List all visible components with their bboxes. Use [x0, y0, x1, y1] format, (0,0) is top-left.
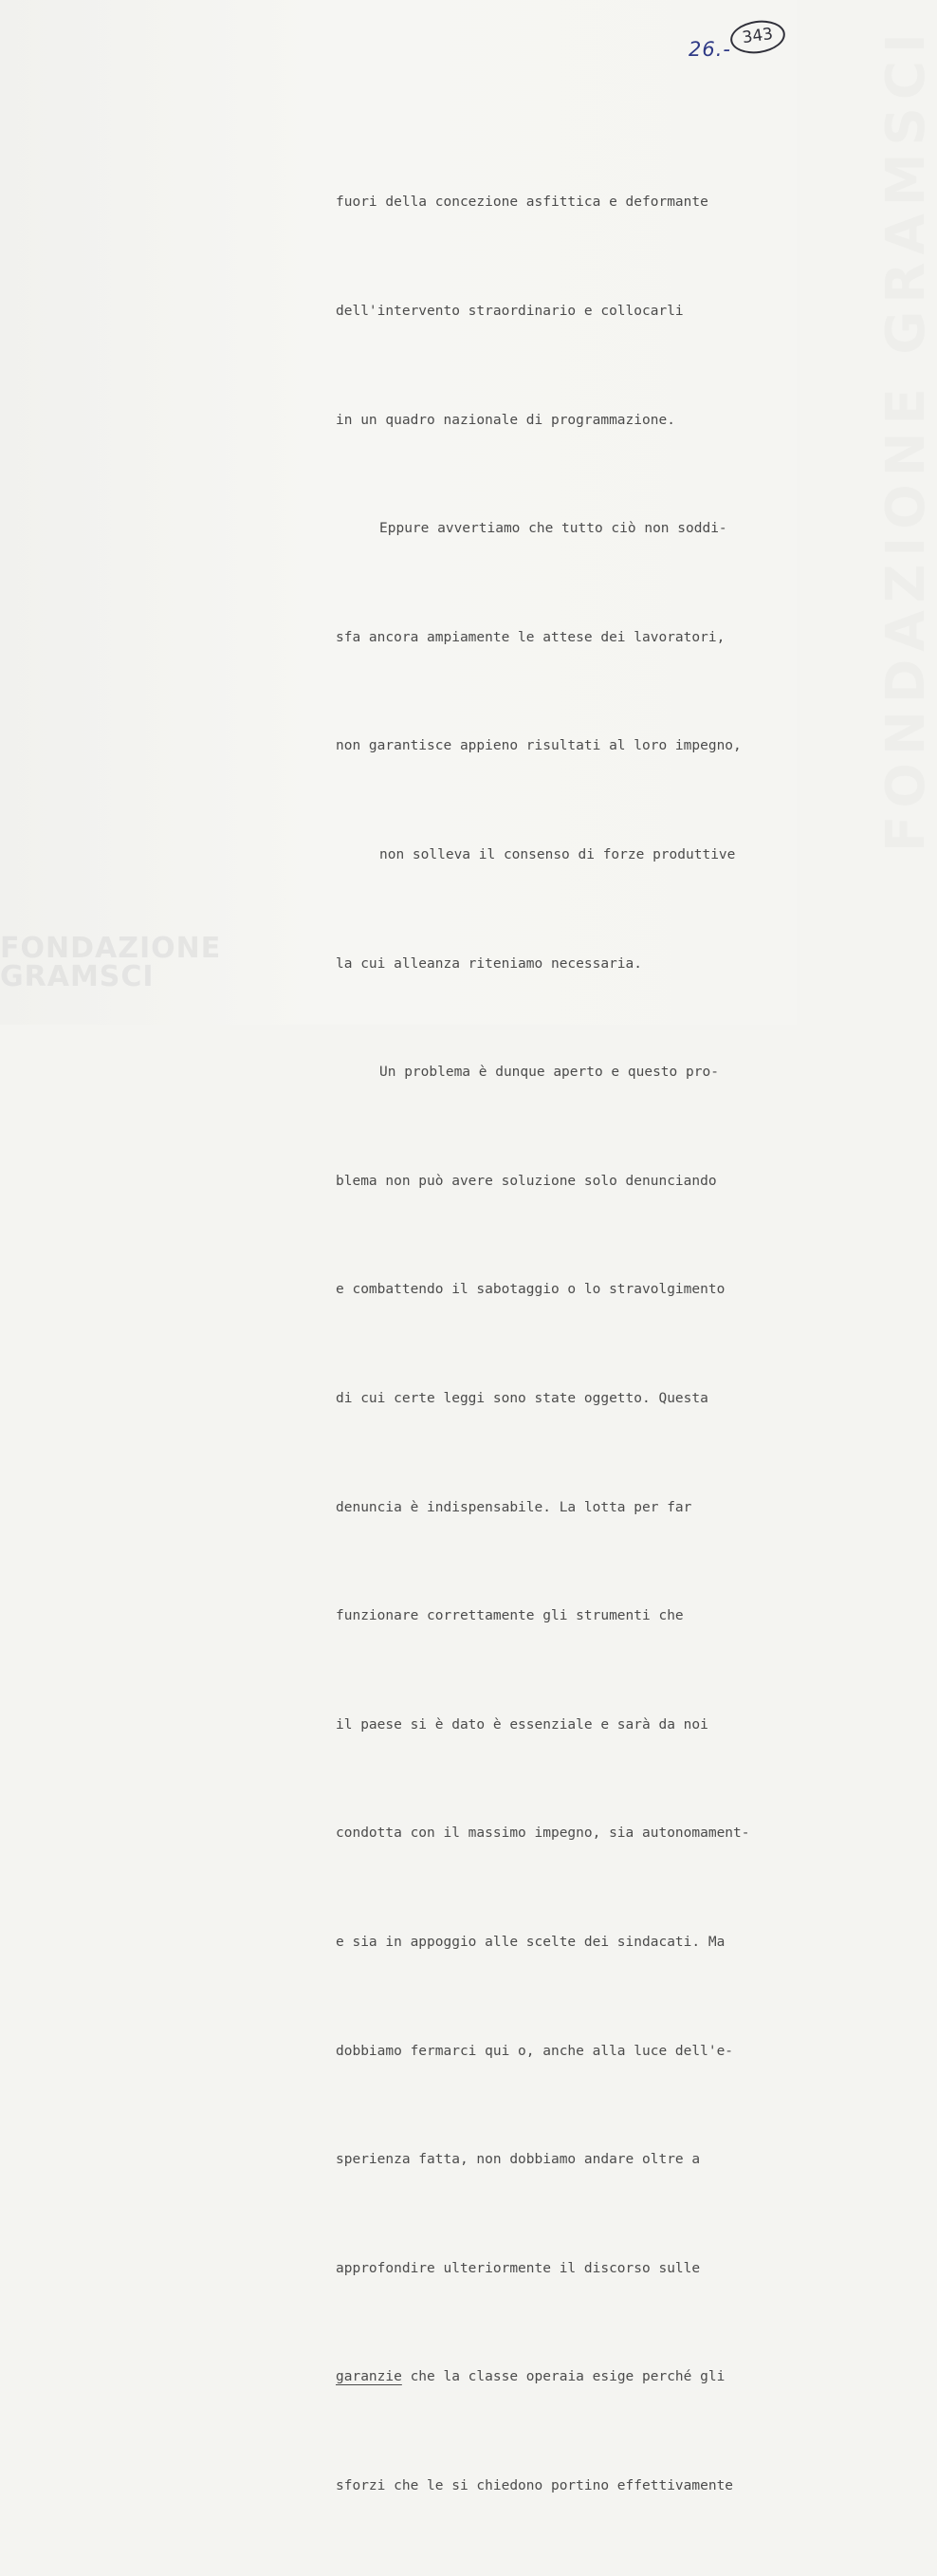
text-line: il paese si è dato è essenziale e sarà da noi — [336, 1716, 708, 1733]
text-line: non garantisce appieno risultati al loro impegno, — [336, 738, 742, 754]
text-line: e sia in appoggio alle scelte dei sindacati. Ma — [336, 1934, 726, 1950]
text-line: e combattendo il sabotaggio o lo stravolgimento — [336, 1282, 726, 1298]
text-line-with-underline — [336, 2359, 797, 2395]
text-line: fuori della concezione asfittica e deformante — [336, 195, 708, 211]
text-line: non solleva il consenso di forze produttive — [379, 846, 736, 862]
text-line: sfa ancora ampiamente le attese dei lavoratori, — [336, 629, 726, 645]
text-line: condotta con il massimo impegno, sia autonomament- — [336, 1825, 750, 1842]
text-line: sperienza fatta, non dobbiamo andare oltre a — [336, 2152, 701, 2168]
archive-watermark: FONDAZIONE GRAMSCI — [874, 26, 937, 852]
text-line: denuncia è indispensabile. La lotta per far — [336, 1499, 692, 1515]
underlined-word: garanzie — [336, 2369, 402, 2385]
text-line: di cui certe leggi sono state oggetto. Questa — [336, 1390, 708, 1406]
text-line: Un problema è dunque aperto e questo pro- — [379, 1065, 719, 1081]
text-line: Eppure avvertiamo che tutto ciò non soddi- — [379, 521, 727, 537]
typed-text-body — [336, 112, 797, 2576]
text-line: dell'intervento straordinario e collocarli — [336, 304, 684, 319]
archive-number-circled: 343 — [728, 17, 787, 57]
text-line: dobbiamo fermarci qui o, anche alla luce dell'e- — [336, 2043, 734, 2059]
text-line: sforzi che le si chiedono portino effettivamente — [336, 2477, 734, 2493]
text-line-rest: che la classe operaia esige perché gli — [401, 2369, 726, 2385]
text-line: blema non può avere soluzione solo denunciando — [336, 1173, 717, 1189]
foundation-logo: FONDAZIONE GRAMSCI — [0, 932, 222, 993]
page-number: 26.- — [689, 38, 731, 61]
text-line: in un quadro nazionale di programmazione. — [336, 412, 675, 428]
text-line: funzionare correttamente gli strumenti che — [336, 1608, 684, 1624]
text-line: la cui alleanza riteniamo necessaria. — [336, 955, 643, 972]
text-line: approfondire ulteriormente il discorso sulle — [336, 2260, 701, 2276]
